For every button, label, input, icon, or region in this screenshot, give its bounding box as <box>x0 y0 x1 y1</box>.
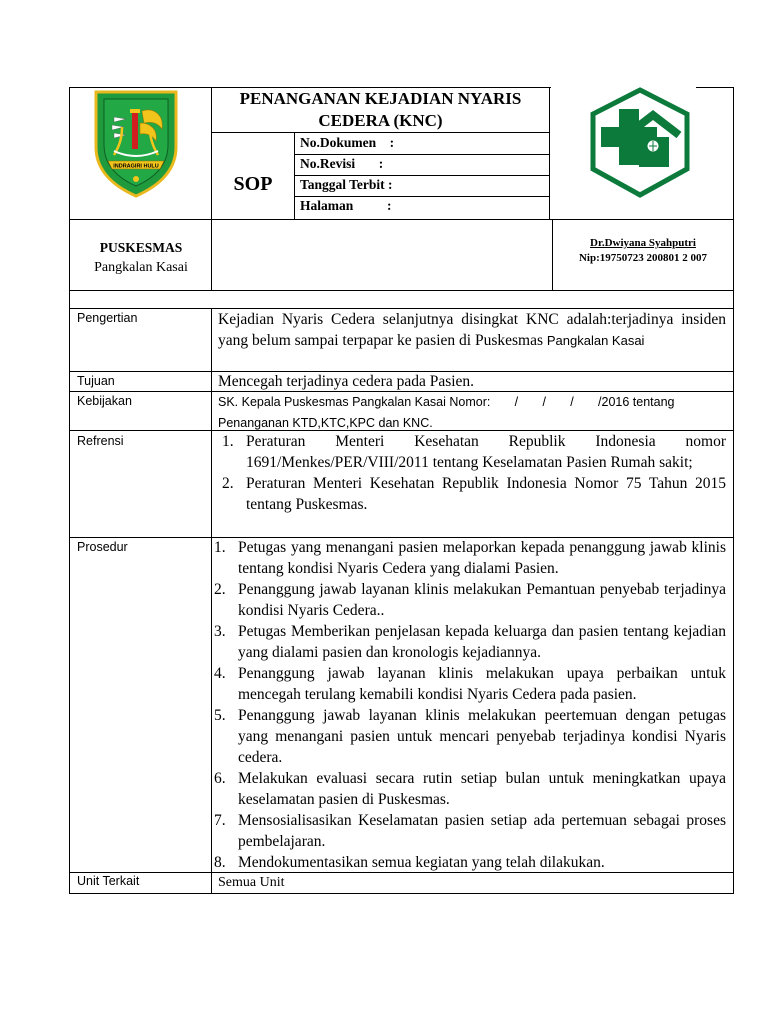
meta-halaman: Halaman : <box>300 198 392 213</box>
signatory-nip: Nip:19750723 200801 2 007 <box>578 252 708 264</box>
label-prosedur: Prosedur <box>77 540 128 554</box>
list-item: 2. Penanggung jawab layanan klinis melakukan Pemantuan penyebab terjadinya kondisi Nyaris Cedera.. <box>214 581 726 619</box>
sop-label: SOP <box>233 173 273 195</box>
list-item: 2. Peraturan Menteri Kesehatan Republik Indonesia Nomor 75 Tahun 2015 tentang Puskesmas. <box>222 475 726 513</box>
label-kebijakan: Kebijakan <box>77 394 132 408</box>
signatory-name: Dr.Dwiyana Syahputri <box>590 237 696 249</box>
puskesmas-line1: PUSKESMAS <box>99 240 183 255</box>
list-item: 7. Mensosialisasikan Keselamatan pasien setiap ada pertemuan sebagai proses pembelajaran. <box>214 812 726 850</box>
puskesmas-name <box>70 238 212 278</box>
pengertian-main: Kejadian Nyaris Cedera selanjutnya disingkat KNC adalah:terjadinya insiden yang belum sampai terpapar ke pasien di Puskesmas <box>218 311 726 349</box>
puskesmas-line2: Pangkalan Kasai <box>94 260 188 275</box>
unit-terkait-text: Semua Unit <box>218 875 285 890</box>
label-referensi: Refrensi <box>77 434 124 448</box>
prosedur-list <box>214 537 726 873</box>
signatory <box>553 236 733 266</box>
pengertian-text <box>218 309 726 351</box>
kebijakan-line2: Penanganan KTD,KTC,KPC dan KNC. <box>218 416 433 430</box>
meta-no-dokumen: No.Dokumen : <box>300 135 395 150</box>
puskesmas-logo <box>583 85 697 200</box>
list-item: 3. Petugas Memberikan penjelasan kepada keluarga dan pasien tentang kejadian yang dialami pasien dan kronologis kejadiannya. <box>214 623 726 661</box>
list-item: 4. Penanggung jawab layanan klinis melakukan upaya perbaikan untuk mencegah terulang kemabili kondisi Nyaris Cedera pada pasien. <box>214 665 726 703</box>
meta-no-revisi: No.Revisi : <box>300 156 384 171</box>
tujuan-text: Mencegah terjadinya cedera pada Pasien. <box>218 373 475 390</box>
crest-ribbon-text: INDRAGIRI HULU <box>113 163 159 170</box>
referensi-list <box>222 431 726 515</box>
kebijakan-line1: SK. Kepala Puskesmas Pangkalan Kasai Nomor: / / / /2016 tentang <box>218 395 675 409</box>
label-pengertian: Pengertian <box>77 311 138 325</box>
regency-crest-logo <box>92 89 180 199</box>
list-item: 1. Petugas yang menangani pasien melaporkan kepada penanggung jawab klinis tentang kondisi Nyaris Cedera yang dialami Pasien. <box>214 539 726 577</box>
label-tujuan: Tujuan <box>77 374 115 388</box>
document-title: PENANGANAN KEJADIAN NYARIS CEDERA (KNC) <box>239 89 522 130</box>
meta-tanggal-terbit: Tanggal Terbit : <box>300 177 393 192</box>
list-item: 6. Melakukan evaluasi secara rutin setiap bulan untuk meningkatkan upaya keselamatan pasien di Puskesmas. <box>214 770 726 808</box>
list-item: 5. Penanggung jawab layanan klinis melakukan peertemuan dengan petugas yang menangani pasien untuk mencari penyebab terjadinya kondisi Nyaris cedera. <box>214 707 726 766</box>
kebijakan-text <box>218 392 726 434</box>
list-item: 8. Mendokumentasikan semua kegiatan yang telah dilakukan. <box>214 854 605 871</box>
label-unit-terkait: Unit Terkait <box>77 874 140 888</box>
list-item: 1. Peraturan Menteri Kesehatan Republik Indonesia nomor 1691/Menkes/PER/VIII/2011 tentang Keselamatan Pasien Rumah sakit; <box>222 433 726 471</box>
pengertian-small: Pangkalan Kasai <box>546 333 645 348</box>
